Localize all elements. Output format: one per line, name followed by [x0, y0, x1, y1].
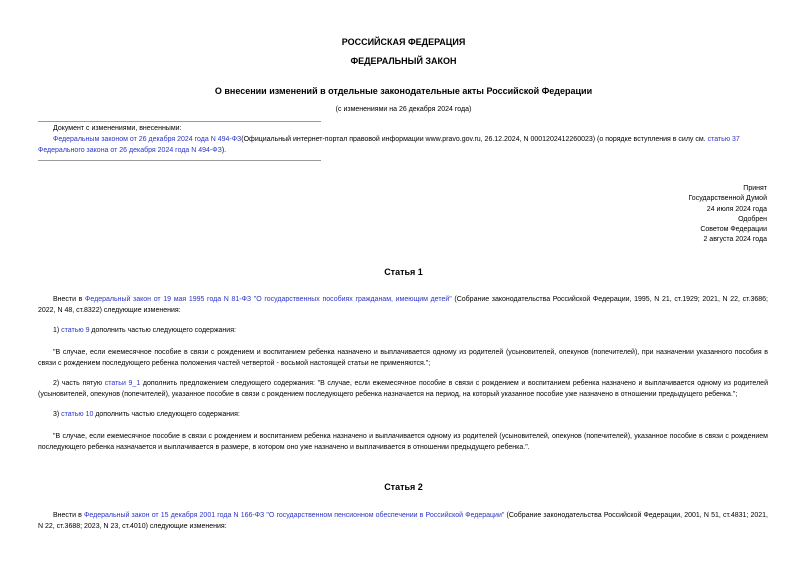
article2-intro: [38, 511, 768, 532]
item1-number: 1): [53, 327, 62, 334]
edition-note: (с изменениями на 26 декабря 2024 года): [335, 106, 472, 113]
article1-item2: [38, 379, 768, 400]
law-type-heading: ФЕДЕРАЛЬНЫЙ ЗАКОН: [350, 56, 457, 66]
adoption-line: Одобрен: [738, 215, 767, 223]
adoption-line: Принят: [743, 185, 767, 192]
article2-heading: Статья 2: [384, 482, 423, 492]
changes-source-text: (Официальный интернет-портал правовой информации www.pravo.gov.ru, 26.12.2024, N 0001202412260023) (о порядке вступления в силу см.: [241, 136, 706, 143]
article-10-link[interactable]: статью 10: [61, 411, 94, 418]
changes-body: [38, 135, 768, 156]
law-81-fz-link[interactable]: Федеральный закон от 19 мая 1995 года N 81-ФЗ "О государственных пособиях гражданам, имеющим детей": [85, 296, 452, 303]
article1-quote1: "В случае, если ежемесячное пособие в связи с рождением и воспитанием ребенка назначено и выплачивается одному из родителей (усыновителей, опекунов (попечителей), при назначении указанного пособия в связи с рождением последующего ребенка положения частей четвертой - восьмой настоящей статьи не применяются.";: [38, 349, 768, 367]
article1-intro: [38, 295, 768, 316]
item2-text: дополнить предложением следующего содержания: "В случае, если ежемесячное пособие в связи с рождением и воспитанием ребенка назначено и выплачивается одному из родителей (усыновителей, опекунов (попечителей), указанное пособие в связи с рождением последующего ребенка назначается на период, на который указанное пособие уже назначено в отношении предыдущего ребенка.";: [38, 380, 768, 398]
adoption-line: Советом Федерации: [700, 226, 767, 234]
adoption-line: 2 августа 2024 года: [703, 236, 767, 244]
item1-text: дополнить частью следующего содержания:: [89, 327, 236, 334]
item2-number: 2) часть пятую: [53, 380, 105, 387]
law-title: О внесении изменений в отдельные законодательные акты Российской Федерации: [214, 86, 593, 96]
article-9-link[interactable]: статью 9: [61, 327, 90, 334]
article1-heading: Статья 1: [384, 267, 423, 277]
adoption-line: 24 июля 2024 года: [706, 205, 767, 213]
article2-intro-end: (Собрание законодательства Российской Федерации, 2001, N 51, ст.4831; 2021, N 22, ст.3688; 2023, N 23, ст.4010) следующие изменения:: [38, 512, 768, 530]
article1-intro-end: (Собрание законодательства Российской Федерации, 1995, N 21, ст.1929; 2021, N 22, ст.3686; 2022, N 48, ст.8322) следующие изменения:: [38, 296, 768, 314]
changes-intro: Документ с изменениями, внесенными:: [53, 125, 182, 132]
article1-intro-start: Внести в: [53, 296, 86, 303]
changes-top-rule: [38, 121, 321, 122]
article1-item1: [53, 326, 768, 337]
law-166-fz-link[interactable]: Федеральный закон от 15 декабря 2001 года N 166-ФЗ "О государственном пенсионном обеспечении в Российской Федерации": [84, 512, 505, 519]
entry-into-force-link[interactable]: статью 37 Федерального закона от 26 декабря 2024 года N 494-ФЗ: [38, 136, 740, 154]
country-heading: РОССИЙСКАЯ ФЕДЕРАЦИЯ: [341, 37, 466, 47]
item3-number: 3): [53, 411, 62, 418]
adoption-block: [567, 184, 767, 246]
article-9-1-link[interactable]: статьи 9_1: [104, 380, 141, 387]
article2-intro-start: Внести в: [53, 512, 85, 519]
amending-law-link[interactable]: Федеральным законом от 26 декабря 2024 года N 494-ФЗ: [53, 136, 242, 143]
article1-item3: [53, 410, 768, 421]
item3-text: дополнить частью следующего содержания:: [93, 411, 240, 418]
adoption-line: Государственной Думой: [688, 195, 767, 203]
changes-tail: ).: [221, 146, 227, 154]
changes-bottom-rule: [38, 160, 321, 161]
article1-quote3: "В случае, если ежемесячное пособие в связи с рождением и воспитанием ребенка назначено и выплачивается одному из родителей (усыновителей, опекунов (попечителей), указанное пособие в связи с рождением последующего ребенка назначается и выплачивается в размере, в котором оно уже назначено и выплачивается в отношении предыдущего ребенка.".: [38, 433, 768, 451]
